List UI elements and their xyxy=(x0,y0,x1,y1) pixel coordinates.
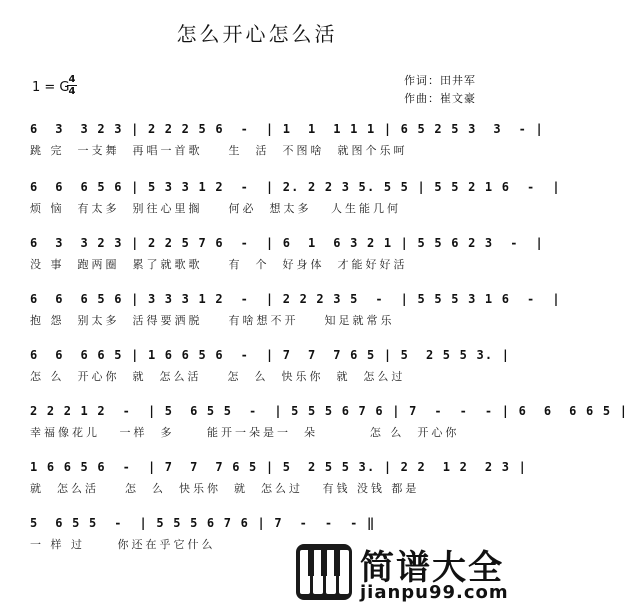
lyrics-line: 一 样 过 你还在乎它什么 xyxy=(30,538,216,551)
score-system-6 xyxy=(0,404,628,448)
notes-line: 6 3 3 2 3 | 2 2 5 7 6 - | 6 1 6 3 2 1 | 5 5 6 2 3 - | xyxy=(30,236,544,250)
notes-line: 6 6 6 5 6 | 3 3 3 1 2 - | 2 2 2 3 5 - | 5 5 5 3 1 6 - | xyxy=(30,292,561,306)
notes-line: 6 6 6 5 6 | 5 3 3 1 2 - | 2. 2 2 3 5. 5 5 | 5 5 2 1 6 - | xyxy=(30,180,561,194)
logo-text-en: jianpu99.com xyxy=(360,582,509,603)
lyrics-line: 怎 么 开心你 就 怎么活 怎 么 快乐你 就 怎么过 xyxy=(30,370,406,383)
notes-line: 6 6 6 6 5 | 1 6 6 5 6 - | 7 7 7 6 5 | 5 2 5 5 3. | xyxy=(30,348,511,362)
page-title: 怎么开心怎么活 xyxy=(176,22,338,46)
score-system-3 xyxy=(0,236,544,280)
lyricist-credit: 作词：田井军 xyxy=(404,74,476,87)
time-signature-bottom: 4 xyxy=(68,86,76,97)
score-system-2 xyxy=(0,180,561,224)
score-system-5 xyxy=(0,348,514,392)
time-signature-top: 4 xyxy=(68,74,76,85)
notes-line: 5 6 5 5 - | 5 5 5 6 7 6 | 7 - - - ‖ xyxy=(30,516,376,530)
lyrics-line: 烦 恼 有太多 别往心里搁 何必 想太多 人生能几何 xyxy=(30,202,401,215)
site-logo[interactable] xyxy=(296,540,510,604)
lyrics-line: 没 事 跑两圈 累了就歌歌 有 个 好身体 才能好好活 xyxy=(30,258,408,271)
score-system-1 xyxy=(0,122,544,166)
lyrics-line: 抱 怨 别太多 活得要洒脱 有啥想不开 知足就常乐 xyxy=(30,314,395,327)
lyrics-line: 就 怎么活 怎 么 快乐你 就 怎么过 有钱 没钱 都是 xyxy=(30,482,420,495)
score-system-7 xyxy=(0,460,528,504)
composer-credit: 作曲：崔文豪 xyxy=(404,92,476,105)
time-signature xyxy=(66,74,78,97)
score-system-4 xyxy=(0,292,561,336)
lyrics-line: 跳 完 一支舞 再唱一首歌 生 活 不图啥 就图个乐呵 xyxy=(30,144,408,157)
piano-keys-icon xyxy=(296,544,352,600)
notes-line: 2 2 2 1 2 - | 5 6 5 5 - | 5 5 5 6 7 6 | 7 - - - | 6 6 6 6 5 | xyxy=(30,404,628,418)
notes-line: 1 6 6 5 6 - | 7 7 7 6 5 | 5 2 5 5 3. | 2 2 1 2 2 3 | xyxy=(30,460,528,474)
lyrics-line: 幸福像花儿 一样 多 能开一朵是一 朵 怎 么 开心你 xyxy=(30,426,460,439)
logo-text-cn: 简谱大全 xyxy=(360,548,504,588)
key-signature: 1 = G xyxy=(32,80,70,95)
notes-line: 6 3 3 2 3 | 2 2 2 5 6 - | 1 1 1 1 1 | 6 5 2 5 3 3 - | xyxy=(30,122,544,136)
